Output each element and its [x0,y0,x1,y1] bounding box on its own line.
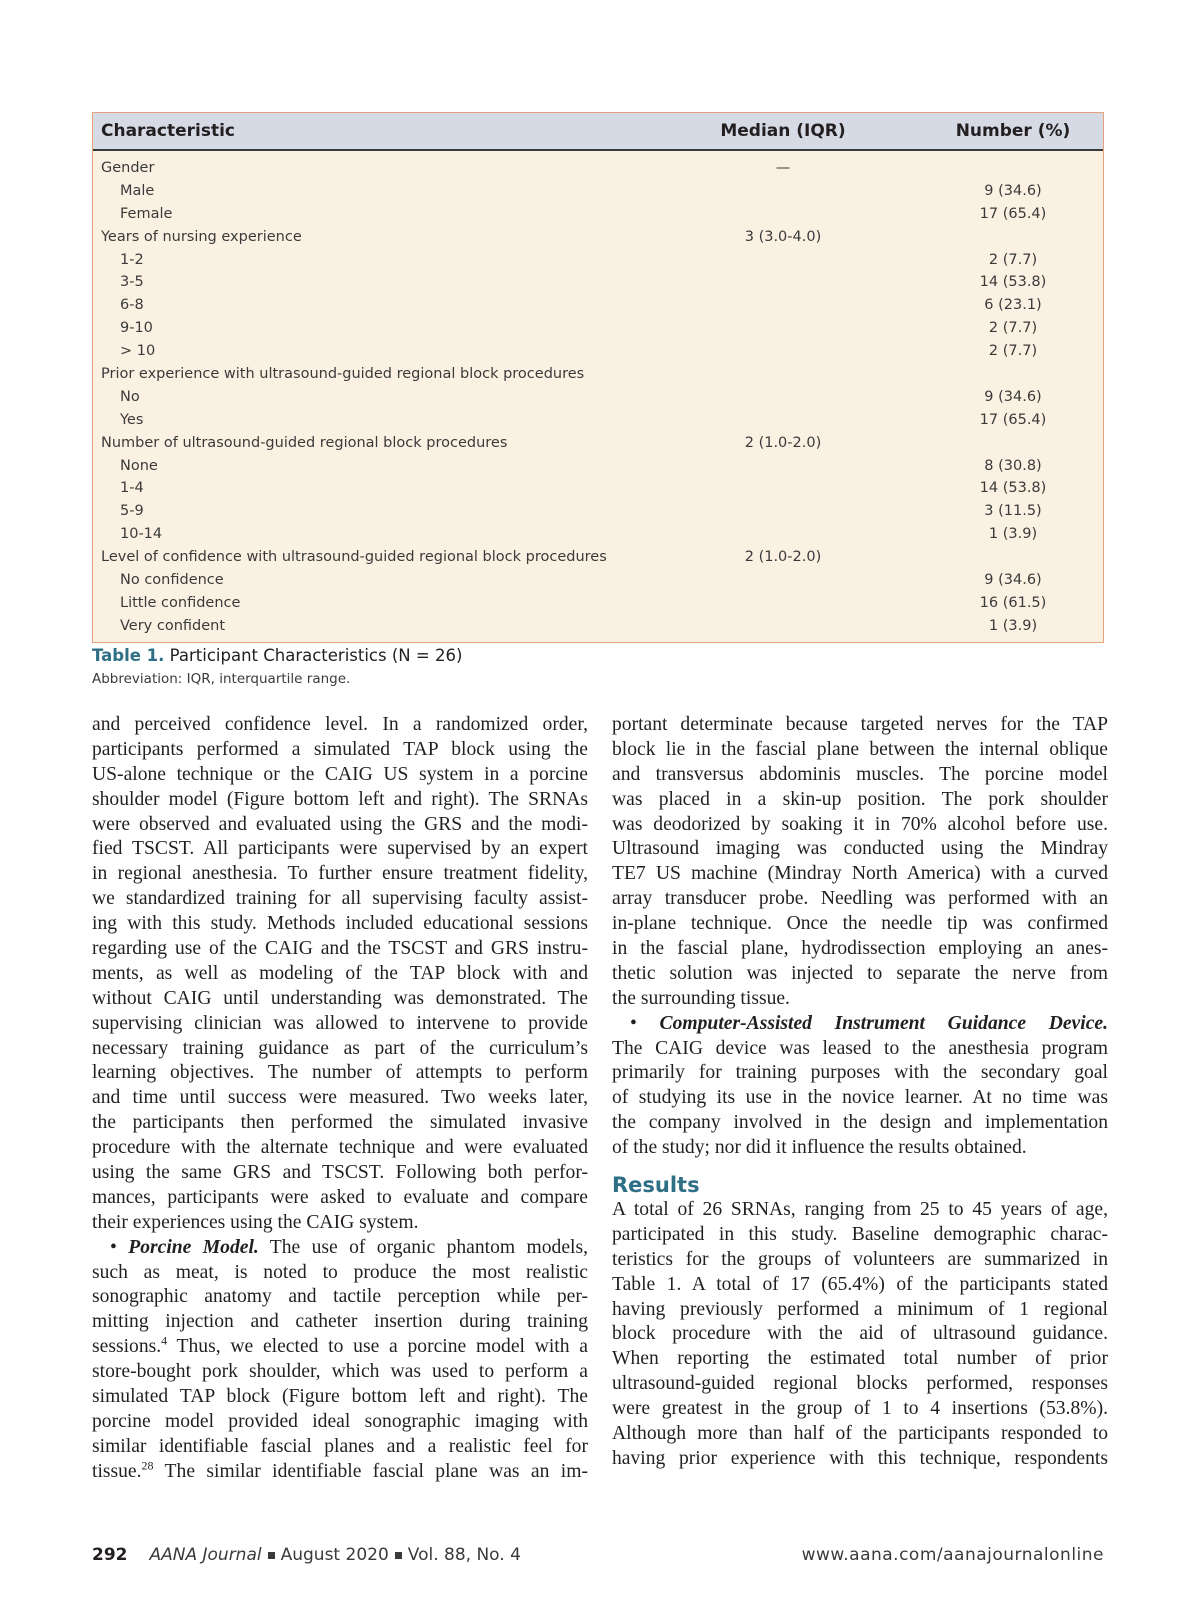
table-row [93,226,1103,249]
table-row [93,523,1103,546]
table-row [93,409,1103,432]
row-number: 1 (3.9) [988,617,1038,634]
text-line: without CAIG until understanding was demonstrated. The [92,987,588,1009]
row-number: 17 (65.4) [979,205,1047,222]
text-line: • Porcine Model. The use of organic phantom models, [110,1236,588,1258]
row-label: 10-14 [120,526,163,543]
table-row [93,294,1103,317]
row-label: 6-8 [120,297,144,314]
text-line: Ultrasound imaging was conducted using the Mindray [612,838,1108,860]
table-row [93,249,1103,272]
row-number: 2 (7.7) [988,320,1038,337]
table-row [93,500,1103,523]
table-row [93,180,1103,203]
right-paragraph-2 [612,1012,1108,1161]
row-label: Female [120,205,173,222]
row-number: 6 (23.1) [984,297,1042,314]
text-line: similar identifiable fascial planes and a realistic feel for [92,1435,588,1457]
text-line: in the fascial plane, hydrodissection employing an anes- [612,938,1108,960]
text-line: in regional anesthesia. To further ensure treatment fidelity, [92,863,588,885]
header-number: Number (%) [955,121,1071,141]
volume-number: Vol. 88, No. 4 [407,1545,521,1565]
table-row [93,317,1103,340]
text-line: and perceived confidence level. In a randomized order, [92,714,588,735]
header-characteristic: Characteristic [101,121,235,141]
table-row [93,363,1103,386]
row-label: Gender [101,160,155,176]
text-line: TE7 US machine (Mindray North America) with a curved [612,863,1108,885]
text-line: participated in this study. Baseline demographic charac- [612,1223,1108,1245]
header-median: Median (IQR) [720,121,846,141]
row-label: 1-4 [120,480,144,497]
text-line: was deodorized by soaking it in 70% alcohol before use. [612,813,1108,835]
participant-characteristics-table [92,112,1104,643]
table-row [93,615,1103,638]
row-label: Very confident [120,617,226,634]
table-header [93,113,1103,151]
page-footer [92,1545,1104,1569]
left-paragraph-2 [92,1236,588,1485]
text-line: US-alone technique or the CAIG US system in a porcine [92,763,588,785]
row-median: 2 (1.0-2.0) [744,549,822,566]
row-median: — [775,160,791,176]
table-body [93,151,1103,642]
row-number: 14 (53.8) [979,274,1047,291]
text-line: A total of 26 SRNAs, ranging from 25 to 45 years of age, [612,1199,1108,1221]
row-number: 17 (65.4) [979,411,1047,428]
text-line: mances, participants were asked to evaluate and compare [92,1186,588,1208]
text-line: their experiences using the CAIG system. [92,1211,419,1233]
row-median: 2 (1.0-2.0) [744,434,822,451]
table-row [93,546,1103,569]
row-number: 9 (34.6) [984,572,1042,589]
text-line: and time until success were measured. Two weeks later, [92,1087,588,1109]
separator-square-icon [268,1552,275,1559]
caption-text: Participant Characteristics (N = 26) [169,646,463,665]
text-line: shoulder model (Figure bottom left and right). The SRNAs [92,788,588,810]
table-row [93,157,1103,180]
text-line: Although more than half of the participants responded to [612,1423,1108,1445]
row-label: > 10 [120,343,156,360]
text-line: porcine model provided ideal sonographic imaging with [92,1410,588,1432]
row-number: 2 (7.7) [988,251,1038,268]
row-label: No [120,388,140,405]
row-label: Level of confidence with ultrasound-guided regional block procedures [101,549,607,566]
row-number: 16 (61.5) [979,594,1047,611]
text-line: such as meat, is noted to produce the most realistic [92,1261,588,1283]
text-line: the surrounding tissue. [612,987,790,1009]
row-label: 5-9 [120,503,144,520]
right-paragraph-1 [612,713,1108,1012]
row-label: No confidence [120,572,224,589]
caption-abbreviation: Abbreviation: IQR, interquartile range. [92,671,351,687]
row-number: 2 (7.7) [988,343,1038,360]
results-paragraph [612,1198,1108,1472]
text-line: supervising clinician was allowed to intervene to provide [92,1012,588,1034]
text-line: the participants then performed the simulated invasive [92,1112,588,1134]
text-line: When reporting the estimated total number of prior [612,1348,1108,1370]
left-paragraph-1 [92,713,588,1236]
row-median: 3 (3.0-4.0) [744,228,822,245]
citation-4: 4 [161,1335,168,1348]
row-label: Prior experience with ultrasound-guided regional block procedures [101,366,585,383]
text-line: ultrasound-guided regional blocks performed, responses [612,1373,1108,1395]
text-line: procedure with the alternate technique and were evaluated [92,1137,588,1159]
table-row [93,432,1103,455]
text-line: portant determinate because targeted nerves for the TAP [612,714,1108,735]
separator-square-icon [395,1552,402,1559]
text-line: ments, as well as modeling of the TAP block with and [92,962,588,984]
journal-url[interactable]: www.aana.com/aanajournalonline [801,1545,1104,1565]
text-line: sessions.$^4$ Thus, we elected to use a porcine model with a [92,1335,588,1358]
text-line: • Computer-Assisted Instrument Guidance Device. [630,1012,1108,1034]
left-column [92,713,588,1485]
caption-label: Table 1. [92,646,165,665]
row-label: Years of nursing experience [101,228,302,245]
text-line: Table 1. A total of 17 (65.4%) of the participants stated [612,1273,1108,1295]
text-line: primarily for training purposes with the secondary goal [612,1062,1108,1084]
text-line: using the same GRS and TSCST. Following both perfor- [92,1162,588,1184]
row-number: 9 (34.6) [984,182,1042,199]
text-line: and transversus abdominis muscles. The porcine model [612,763,1108,785]
row-number: 8 (30.8) [984,457,1042,474]
journal-name: AANA Journal [149,1545,262,1565]
text-line: mitting injection and catheter insertion during training [92,1311,588,1333]
table-row [93,386,1103,409]
table-row [93,592,1103,615]
table-row [93,477,1103,500]
text-line: having prior experience with this technique, respondents [612,1447,1108,1469]
text-line: participants performed a simulated TAP block using the [92,738,588,760]
text-line: having previously performed a minimum of 1 regional [612,1298,1108,1320]
table-row [93,203,1103,226]
citation-28: 28 [141,1459,154,1473]
row-label: Male [120,182,155,199]
caig-device-heading: Computer-Assisted Instrument Guidance Device. [659,1012,1108,1034]
text-line: were observed and evaluated using the GRS and the modi- [92,813,588,835]
row-label: Number of ultrasound-guided regional block procedures [101,434,508,451]
text-line: in-plane technique. Once the needle tip was confirmed [612,913,1108,935]
text-line: array transducer probe. Needling was performed with an [612,888,1108,910]
row-label: 9-10 [120,320,153,337]
row-number: 14 (53.8) [979,480,1047,497]
text-line: store-bought pork shoulder, which was used to perform a [92,1361,588,1383]
text-line: necessary training guidance as part of the curriculum’s [92,1037,588,1059]
text-line: of studying its use in the novice learner. At no time was [612,1087,1108,1109]
row-label: 1-2 [120,251,144,268]
text-line: simulated TAP block (Figure bottom left and right). The [92,1386,588,1408]
issue-date: August 2020 [280,1545,389,1565]
text-line: tissue.$^{28}$ The similar identifiable fascial plane was an im- [92,1459,588,1482]
text-line: block lie in the fascial plane between the internal oblique [612,738,1108,760]
page-number: 292 [92,1545,128,1565]
row-label: None [120,457,158,474]
row-label: Little confidence [120,594,241,611]
text-line: regarding use of the CAIG and the TSCST and GRS instru- [92,938,588,960]
text-line: teristics for the groups of volunteers are summarized in [612,1248,1108,1270]
porcine-model-heading: Porcine Model. [128,1236,259,1258]
text-line: ing with this study. Methods included educational sessions [92,913,588,935]
row-label: 3-5 [120,274,144,291]
text-line: The CAIG device was leased to the anesthesia program [612,1037,1108,1059]
text-line: thetic solution was injected to separate the nerve from [612,962,1108,984]
row-number: 9 (34.6) [984,388,1042,405]
text-line: was placed in a skin-up position. The pork shoulder [612,788,1108,810]
text-line: were greatest in the group of 1 to 4 insertions (53.8%). [612,1398,1108,1420]
text-line: the company involved in the design and implementation [612,1112,1108,1134]
results-heading: Results [612,1173,700,1198]
text-line: block procedure with the aid of ultrasound guidance. [612,1323,1108,1345]
table-row [93,569,1103,592]
row-number: 3 (11.5) [984,503,1042,520]
table-row [93,271,1103,294]
text-line: fied TSCST. All participants were supervised by an expert [92,838,588,860]
row-label: Yes [120,411,144,428]
table-caption [92,646,462,687]
text-line: of the study; nor did it influence the results obtained. [612,1137,1027,1159]
text-line: we standardized training for all supervising faculty assist- [92,888,588,910]
text-line: learning objectives. The number of attempts to perform [92,1062,588,1084]
table-row [93,455,1103,478]
text-line: sonographic anatomy and tactile perception while per- [92,1286,588,1308]
right-column [612,713,1108,1472]
row-number: 1 (3.9) [988,526,1038,543]
table-row [93,340,1103,363]
